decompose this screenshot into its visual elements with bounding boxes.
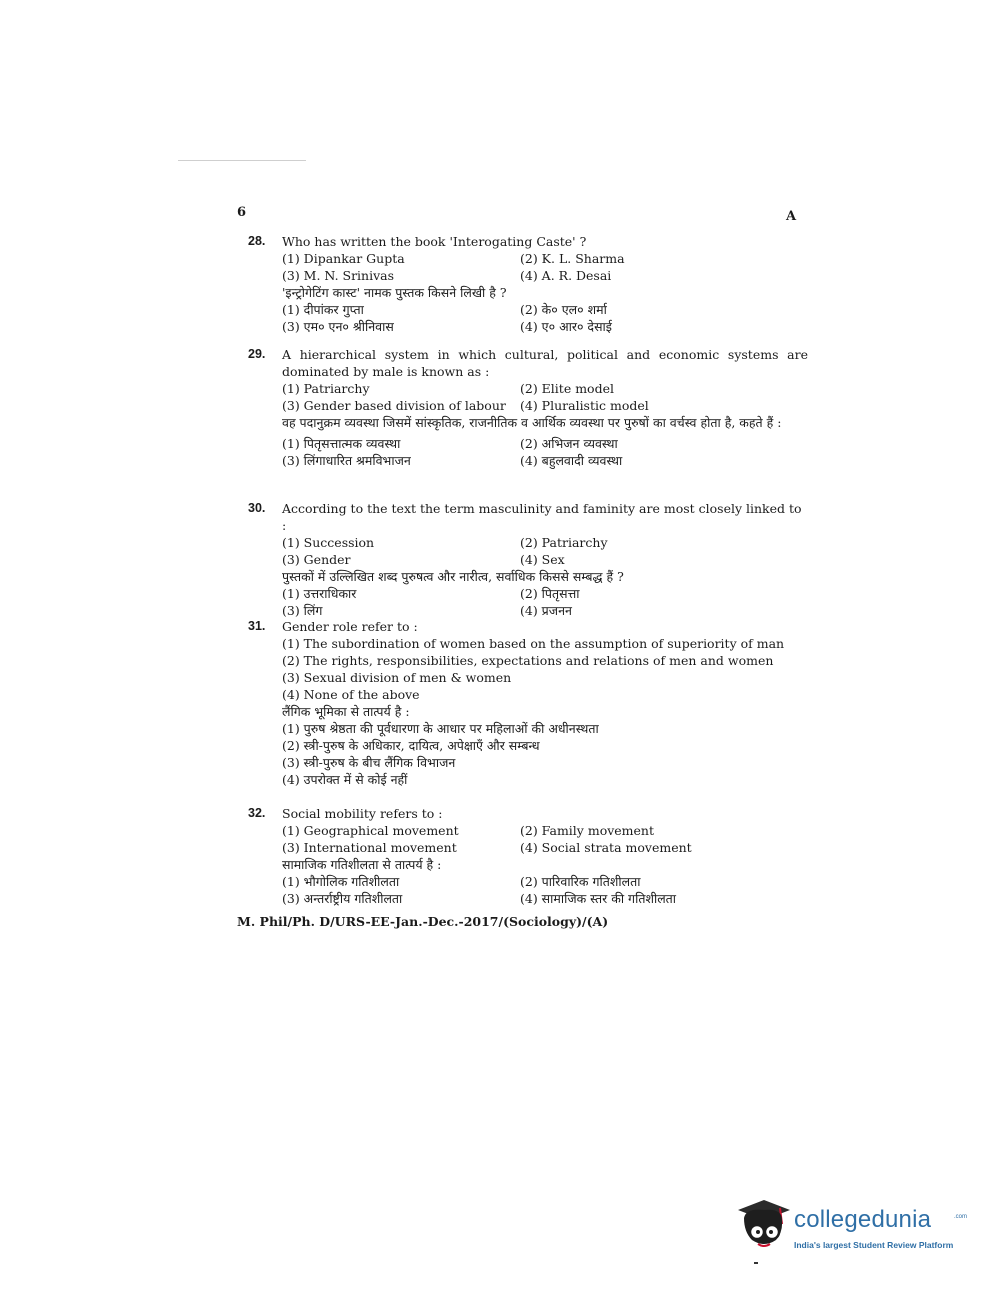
option-hi-1: (1) पितृसत्तात्मक व्यवस्था xyxy=(282,436,401,451)
option-hi-2: (2) पारिवारिक गतिशीलता xyxy=(520,874,641,889)
set-code: A xyxy=(786,209,797,224)
option-en-1: (1) Patriarchy xyxy=(282,381,370,396)
question-text-hi: पुस्तकों में उल्लिखित शब्द पुरुषत्व और नारीत्व, सर्वाधिक किससे सम्बद्ध हैं ? xyxy=(282,569,624,584)
option-hi-3: (3) स्त्री-पुरुष के बीच लैंगिक विभाजन xyxy=(282,755,456,770)
question-number: 28. xyxy=(248,234,266,248)
mascot-icon xyxy=(736,1196,792,1256)
option-hi-4: (4) बहुलवादी व्यवस्था xyxy=(520,453,623,468)
option-en-4: (4) None of the above xyxy=(282,687,420,702)
option-hi-3: (3) एम० एन० श्रीनिवास xyxy=(282,319,394,334)
option-en-3: (3) Gender xyxy=(282,552,351,567)
question-text-hi: लैंगिक भूमिका से तात्पर्य है : xyxy=(282,704,410,719)
question-31 xyxy=(248,618,808,788)
option-en-4: (4) Sex xyxy=(520,552,565,567)
logo-wordmark: collegedunia xyxy=(794,1206,932,1233)
option-en-3: (3) Gender based division of labour xyxy=(282,398,506,413)
options-hi xyxy=(282,435,808,469)
option-hi-1: (1) भौगोलिक गतिशीलता xyxy=(282,874,400,889)
option-en-2: (2) K. L. Sharma xyxy=(520,251,625,266)
options-en xyxy=(282,635,808,703)
question-number: 32. xyxy=(248,806,266,820)
question-32 xyxy=(248,805,808,907)
option-hi-2: (2) के० एल० शर्मा xyxy=(520,302,607,317)
question-number: 31. xyxy=(248,619,266,633)
option-hi-2: (2) अभिजन व्यवस्था xyxy=(520,436,618,451)
question-28 xyxy=(248,233,808,335)
question-text-en: Who has written the book 'Interogating Caste' ? xyxy=(282,234,587,249)
scan-mark xyxy=(754,1262,758,1264)
collegedunia-logo xyxy=(736,1196,966,1256)
option-en-2: (2) Elite model xyxy=(520,381,614,396)
question-text-hi: सामाजिक गतिशीलता से तात्पर्य है : xyxy=(282,857,442,872)
options-en xyxy=(282,534,808,568)
options-en xyxy=(282,250,808,284)
options-hi xyxy=(282,301,808,335)
paper-code-footer: M. Phil/Ph. D/URS-EE-Jan.-Dec.-2017/(Sociology)/(A) xyxy=(237,914,609,929)
option-hi-4: (4) प्रजनन xyxy=(520,603,572,618)
option-hi-3: (3) अन्तर्राष्ट्रीय गतिशीलता xyxy=(282,891,403,906)
option-en-1: (1) Dipankar Gupta xyxy=(282,251,405,266)
option-hi-1: (1) उत्तराधिकार xyxy=(282,586,357,601)
option-en-4: (4) A. R. Desai xyxy=(520,268,612,283)
options-hi xyxy=(282,720,808,788)
options-hi xyxy=(282,585,808,619)
option-en-1: (1) The subordination of women based on the assumption of superiority of man xyxy=(282,636,785,651)
question-30 xyxy=(248,500,808,619)
options-en xyxy=(282,822,808,856)
option-hi-2: (2) पितृसत्ता xyxy=(520,586,580,601)
question-text-en: Gender role refer to : xyxy=(282,619,418,634)
option-hi-1: (1) दीपांकर गुप्ता xyxy=(282,302,364,317)
option-hi-4: (4) उपरोक्त में से कोई नहीं xyxy=(282,772,408,787)
option-en-3: (3) M. N. Srinivas xyxy=(282,268,395,283)
options-en xyxy=(282,380,808,414)
logo-tagline: India's largest Student Review Platform xyxy=(794,1240,954,1250)
option-en-1: (1) Succession xyxy=(282,535,375,550)
option-hi-4: (4) ए० आर० देसाई xyxy=(520,319,612,334)
question-text-en: Social mobility refers to : xyxy=(282,806,443,821)
option-hi-3: (3) लिंग xyxy=(282,603,323,618)
option-en-4: (4) Social strata movement xyxy=(520,840,692,855)
option-en-4: (4) Pluralistic model xyxy=(520,398,649,413)
question-text-en: A hierarchical system in which cultural, political and economic systems are dominated by male is known as : xyxy=(282,347,808,379)
question-number: 29. xyxy=(248,347,266,361)
option-en-2: (2) The rights, responsibilities, expectations and relations of men and women xyxy=(282,653,774,668)
question-text-en: According to the text the term masculinity and faminity are most closely linked to : xyxy=(282,501,802,533)
option-en-2: (2) Patriarchy xyxy=(520,535,608,550)
scan-divider-line xyxy=(178,160,306,161)
option-en-3: (3) Sexual division of men & women xyxy=(282,670,512,685)
option-hi-3: (3) लिंगाधारित श्रमविभाजन xyxy=(282,453,411,468)
option-en-1: (1) Geographical movement xyxy=(282,823,459,838)
option-en-3: (3) International movement xyxy=(282,840,457,855)
option-hi-4: (4) सामाजिक स्तर की गतिशीलता xyxy=(520,891,677,906)
page-number: 6 xyxy=(237,205,247,220)
option-en-2: (2) Family movement xyxy=(520,823,655,838)
question-text-hi: 'इन्ट्रोगेटिंग कास्ट' नामक पुस्तक किसने लिखी है ? xyxy=(282,285,507,300)
options-hi xyxy=(282,873,808,907)
question-text-hi: वह पदानुक्रम व्यवस्था जिसमें सांस्कृतिक, राजनीतिक व आर्थिक व्यवस्था पर पुरुषों का वर्चस्व होता है, कहते हैं : xyxy=(282,415,782,430)
logo-domain-suffix: .com xyxy=(954,1214,968,1220)
option-hi-1: (1) पुरुष श्रेष्ठता की पूर्वधारणा के आधार पर महिलाओं की अधीनस्थता xyxy=(282,721,599,736)
question-number: 30. xyxy=(248,501,266,515)
option-hi-2: (2) स्त्री-पुरुष के अधिकार, दायित्व, अपेक्षाएँ और सम्बन्ध xyxy=(282,738,540,753)
question-29 xyxy=(248,346,808,469)
